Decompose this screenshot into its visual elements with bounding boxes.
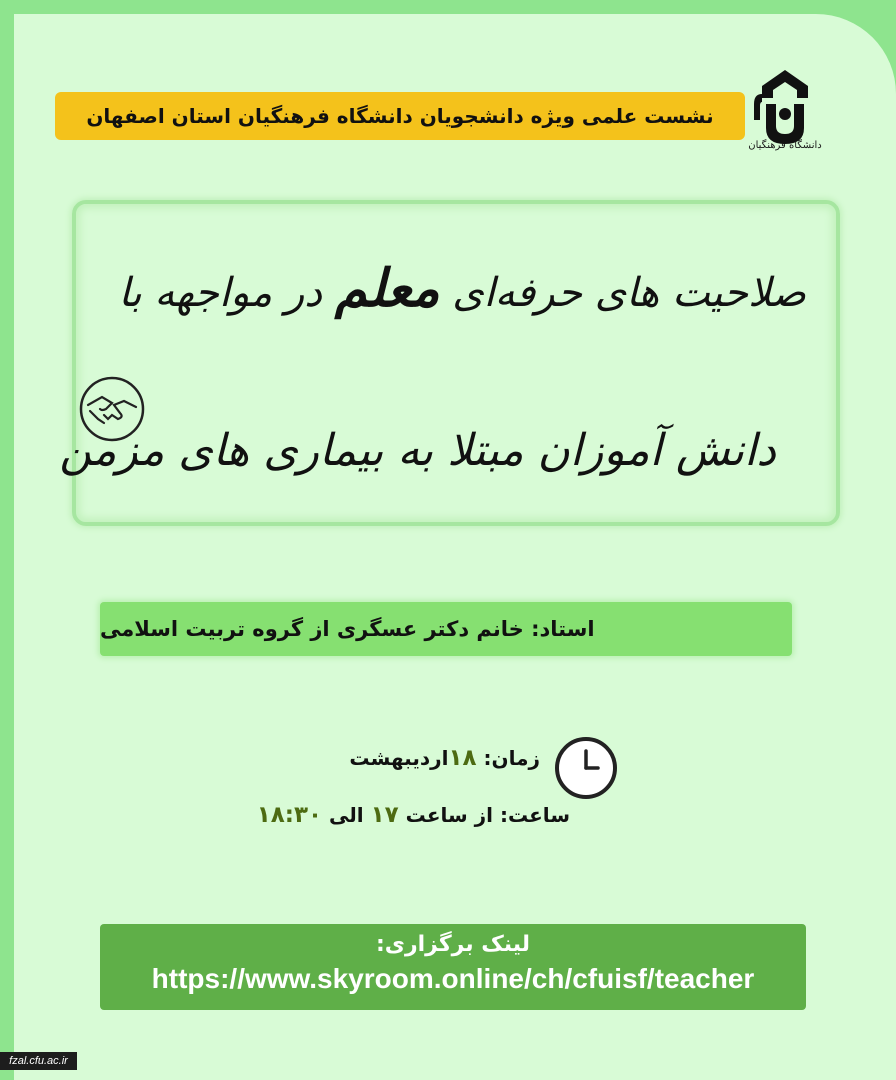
time-end: ۱۸:۳۰ [256,802,323,828]
handshake-icon [78,375,146,443]
title-line-1-end: در مواجهه با [118,270,323,316]
time-start: ۱۷ [370,802,399,828]
meeting-link[interactable]: https://www.skyroom.online/ch/cfuisf/teacher [151,963,755,994]
site-watermark: fzal.cfu.ac.ir [0,1052,77,1070]
title-frame [72,200,840,526]
title-line-1 [118,258,806,319]
poster-card [14,14,896,1080]
time-connector: الی [329,803,364,827]
logo-caption: دانشگاه فرهنگیان [748,140,822,151]
meeting-link-box [100,924,806,1010]
link-label: لینک برگزاری: [376,932,530,957]
speaker-bar: استاد: خانم دکتر عسگری از گروه تربیت اسلامی [100,602,792,656]
event-date [349,745,540,771]
time-label: ساعت: از ساعت [405,803,570,827]
date-day: ۱۸ [448,745,477,771]
title-line-1-start: صلاحیت های حرفه‌ای [452,270,806,316]
clock-icon [553,735,619,801]
title-emphasis: معلم [334,258,440,319]
event-time [257,802,570,828]
date-label: زمان: [483,746,540,770]
title-line-2: دانش آموزان مبتلا به بیماری های مزمن [59,425,776,476]
date-month: اردیبهشت [349,746,449,770]
event-type-banner: نشست علمی ویژه دانشجویان دانشگاه فرهنگیان استان اصفهان [55,92,745,140]
